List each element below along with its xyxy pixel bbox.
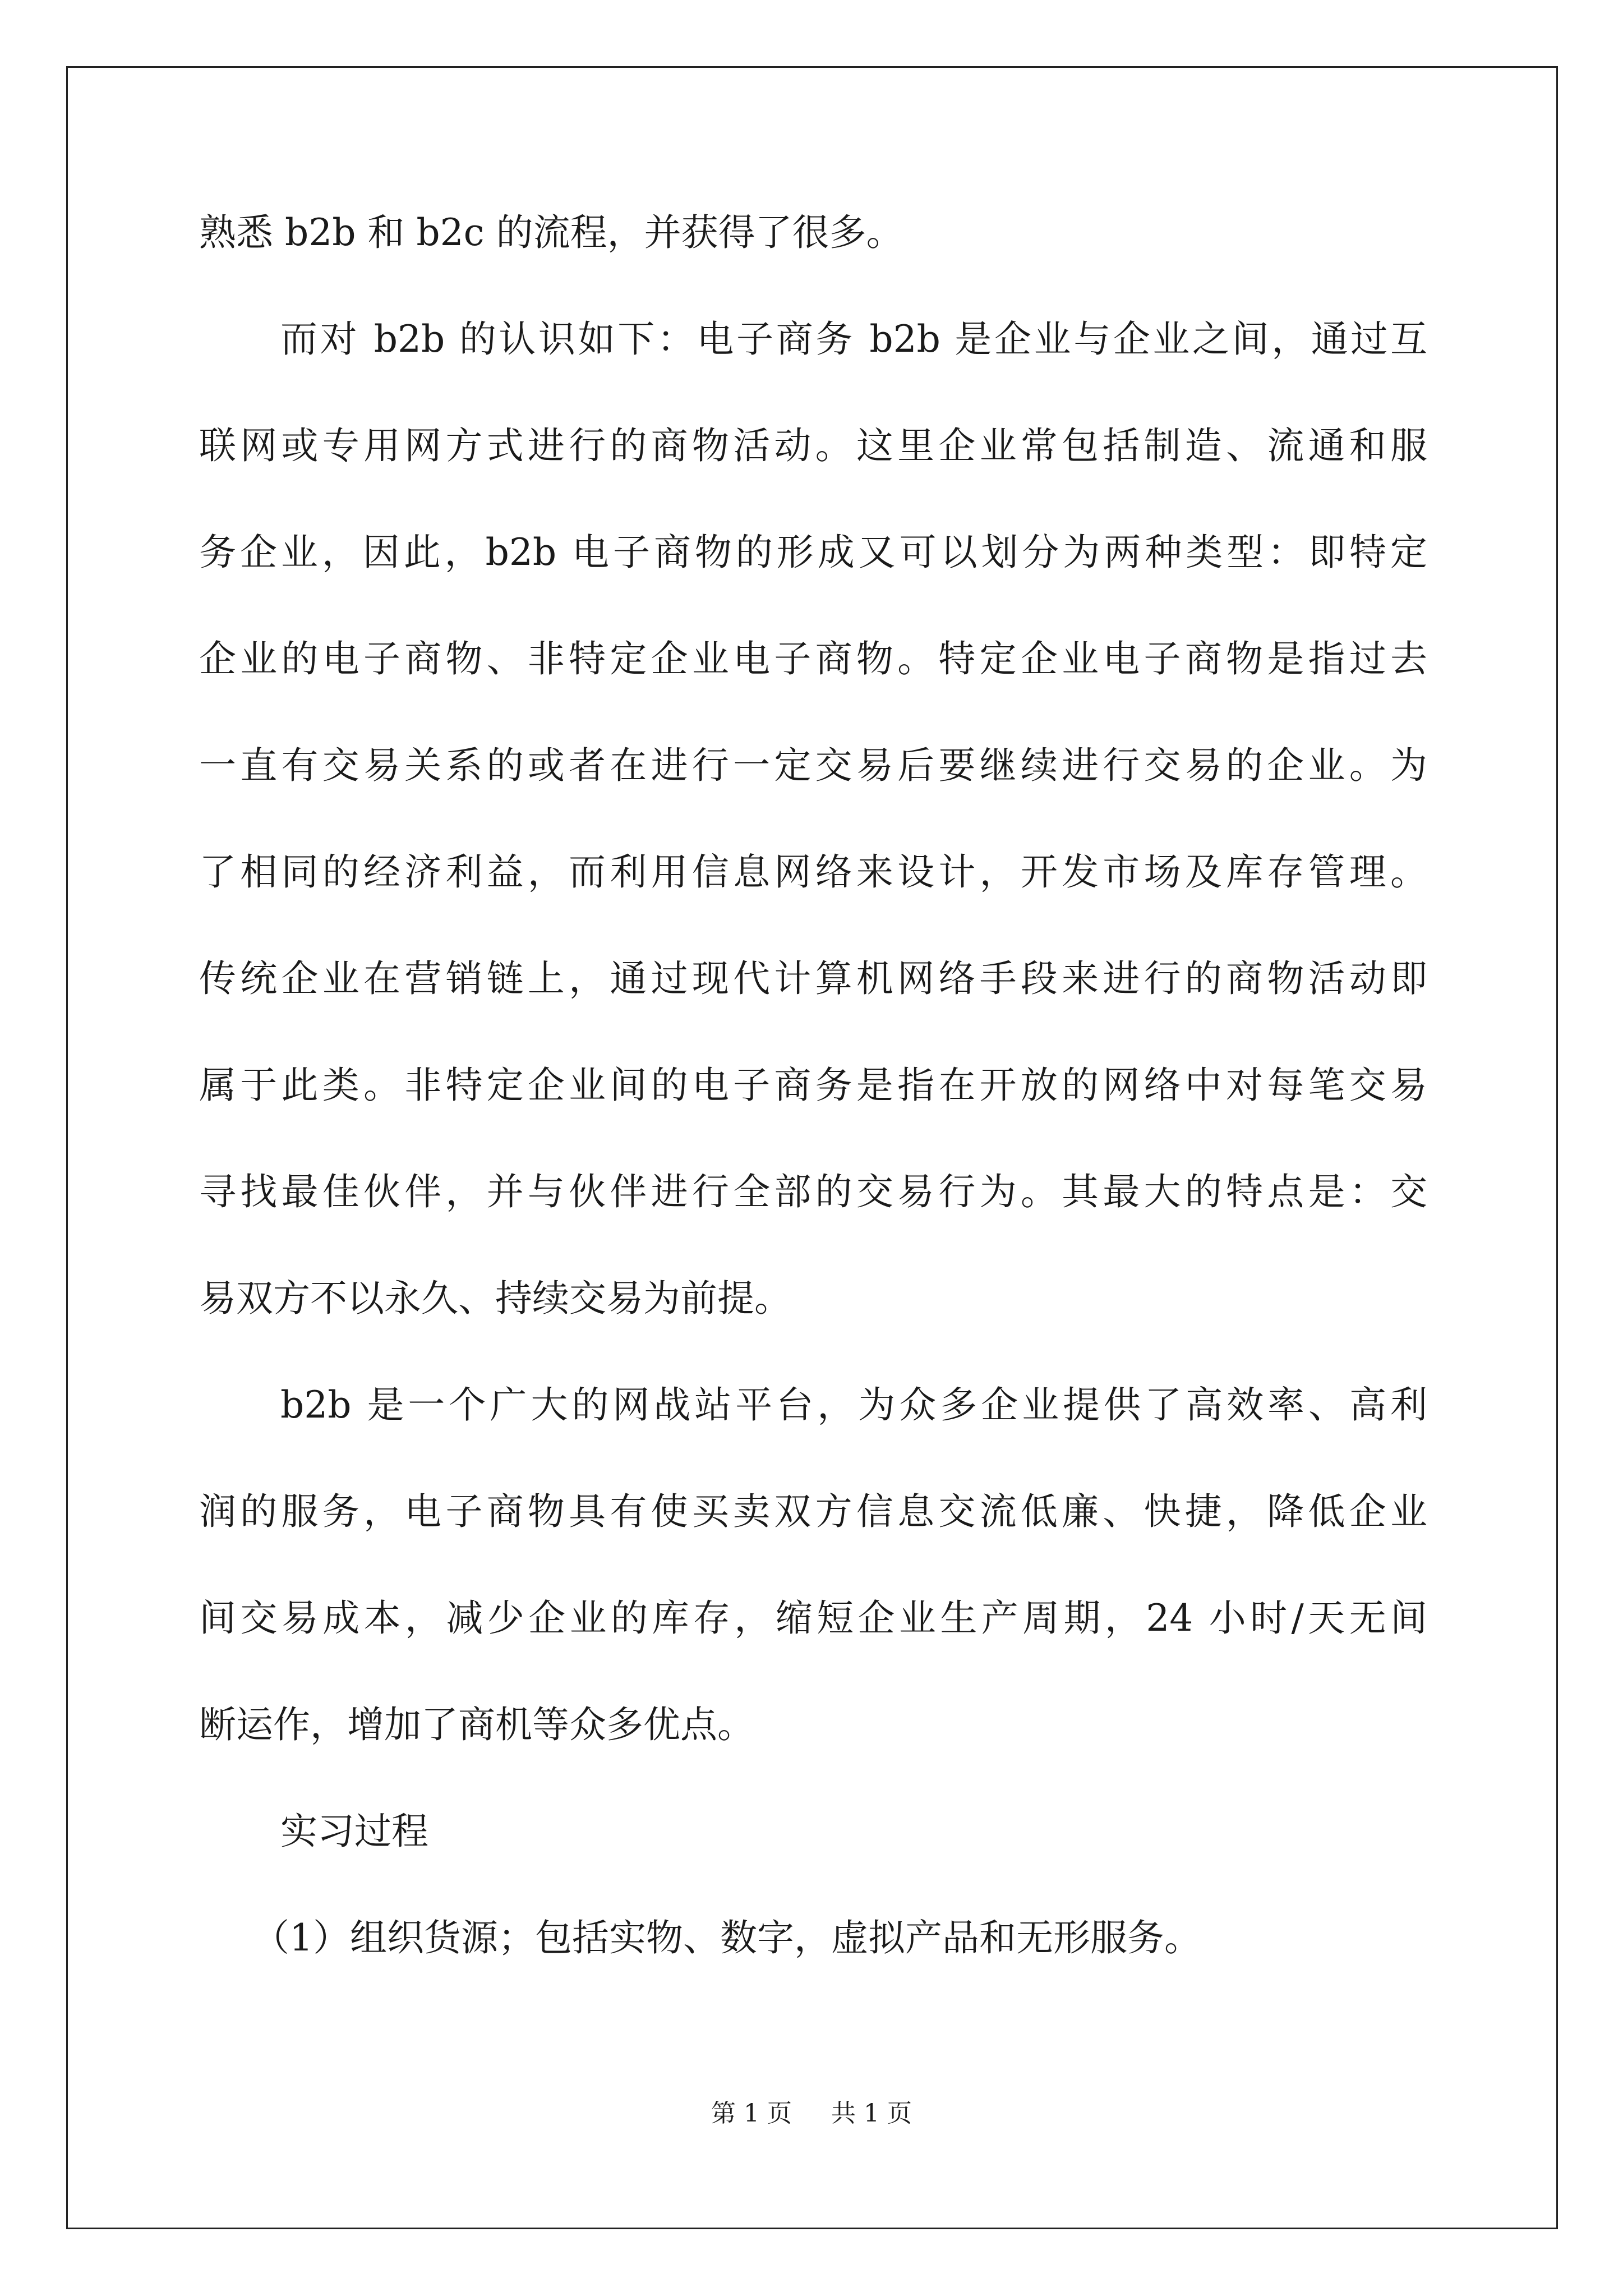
text-line: 属于此类。非特定企业间的电子商务是指在开放的网络中对每笔交易	[199, 1064, 1427, 1107]
text-line: b2b 是一个广大的网战站平台，为众多企业提供了高效率、高利	[280, 1383, 1427, 1427]
text-line: 一直有交易关系的或者在进行一定交易后要继续进行交易的企业。为	[199, 744, 1427, 787]
page-total: 共 1 页	[831, 2099, 912, 2128]
page-number: 第 1 页	[711, 2099, 792, 2128]
section-heading: 实习过程	[280, 1810, 428, 1853]
paragraph-1	[199, 208, 1427, 314]
text-line: 联网或专用网方式进行的商物活动。这里企业常包括制造、流通和服	[199, 424, 1427, 467]
list-item: （1）组织货源；包括实物、数字，虚拟产品和无形服务。	[252, 1916, 1201, 1959]
text-line: 间交易成本，减少企业的库存，缩短企业生产周期，24 小时/天无间	[199, 1596, 1427, 1640]
text-line: 传统企业在营销链上，通过现代计算机网络手段来进行的商物活动即	[199, 957, 1427, 1000]
paragraph-2	[199, 314, 1427, 1380]
text-line: 而对 b2b 的认识如下：电子商务 b2b 是企业与企业之间，通过互	[280, 318, 1427, 361]
text-line: 易双方不以永久、持续交易为前提。	[199, 1277, 791, 1320]
text-line: 寻找最佳伙伴，并与伙伴进行全部的交易行为。其最大的特点是：交	[199, 1170, 1427, 1213]
text-line: 润的服务，电子商物具有使买卖双方信息交流低廉、快捷，降低企业	[199, 1490, 1427, 1533]
text-line: 断运作，增加了商机等众多优点。	[199, 1703, 754, 1746]
page-footer	[0, 2097, 1623, 2131]
paragraph-3	[199, 1380, 1427, 1806]
text-line: 熟悉 b2b 和 b2c 的流程，并获得了很多。	[199, 211, 903, 254]
text-line: 务企业，因此，b2b 电子商物的形成又可以划分为两种类型：即特定	[199, 531, 1427, 574]
text-line: 企业的电子商物、非特定企业电子商物。特定企业电子商物是指过去	[199, 637, 1427, 680]
document-body	[199, 208, 1427, 2019]
text-line: 了相同的经济利益，而利用信息网络来设计，开发市场及库存管理。	[199, 850, 1427, 894]
